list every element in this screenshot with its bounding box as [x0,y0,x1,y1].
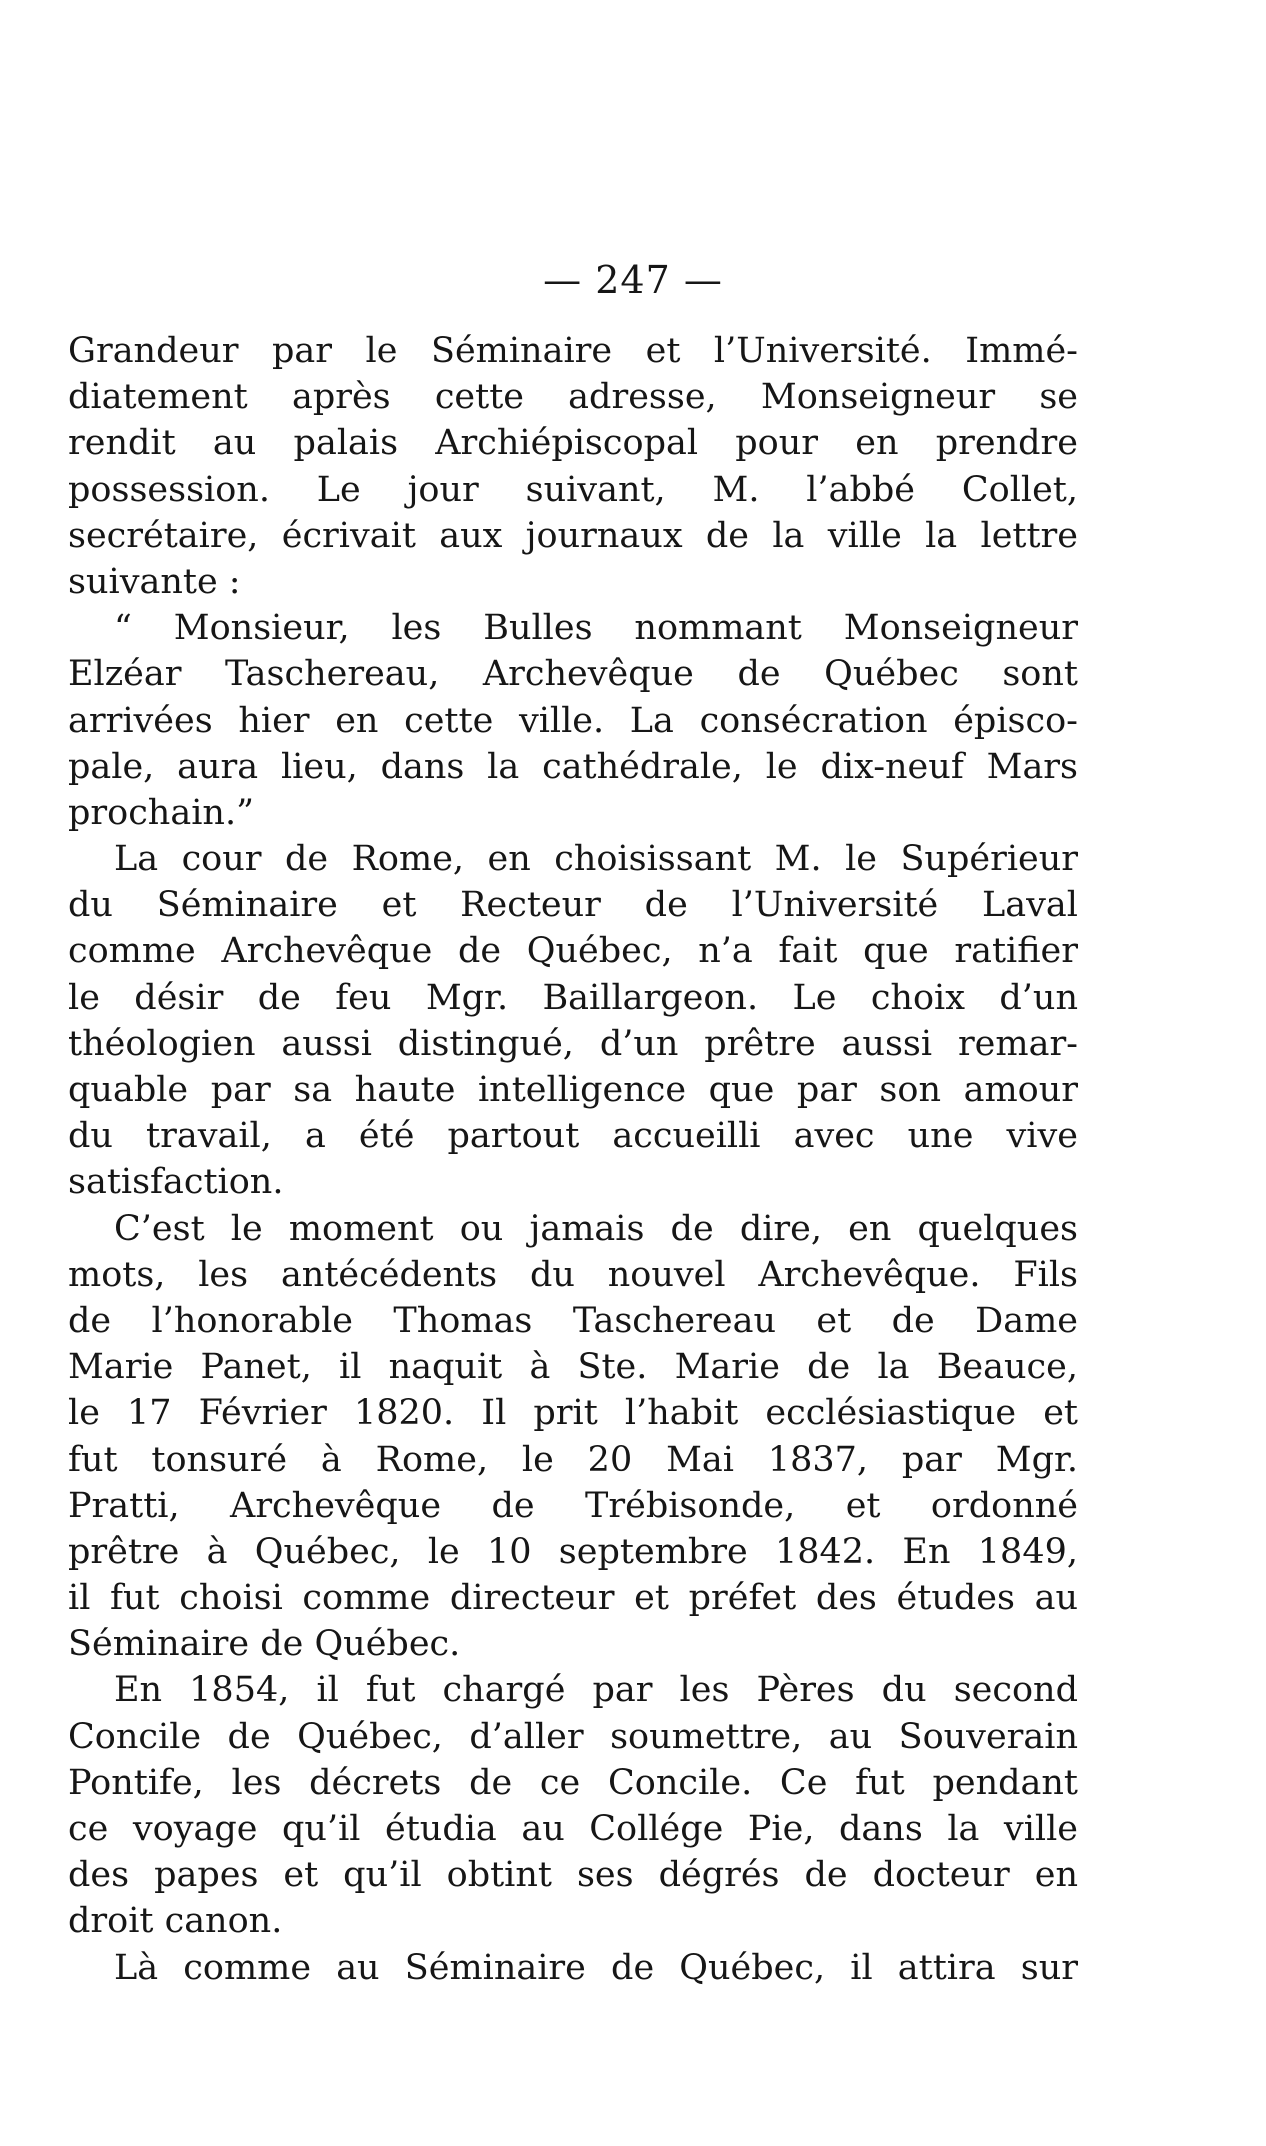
text-line: possession. Le jour suivant, M. l’abbé Collet, [68,469,1078,510]
text-line: comme Archevêque de Québec, n’a fait que ratifier [68,931,1078,972]
text-line: quable par sa haute intelligence que par son amour [68,1070,1078,1110]
text-line: Pontife, les décrets de ce Concile. Ce fut pendant [68,1762,1078,1803]
text-line: le 17 Février 1820. Il prit l’habit ecclésiastique et [68,1393,1078,1434]
text-line: ce voyage qu’il étudia au Collége Pie, dans la ville [68,1809,1078,1849]
text-line: prêtre à Québec, le 10 septembre 1842. En 1849, [68,1531,1078,1572]
text-line: suivante : [68,561,241,602]
text-line: Marie Panet, il naquit à Ste. Marie de la Beauce, [68,1347,1078,1388]
text-line: Là comme au Séminaire de Québec, il attira sur [114,1947,1078,1988]
text-line: Concile de Québec, d’aller soumettre, au Souverain [68,1716,1078,1757]
text-line: diatement après cette adresse, Monseigneur se [68,377,1078,418]
text-line: il fut choisi comme directeur et préfet des études au [68,1578,1078,1619]
text-line: C’est le moment ou jamais de dire, en quelques [114,1208,1078,1249]
text-line: du travail, a été partout accueilli avec une vive [68,1116,1078,1157]
text-line: mots, les antécédents du nouvel Archevêque. Fils [68,1254,1078,1295]
text-line: En 1854, il fut chargé par les Pères du second [114,1670,1078,1711]
body-text [68,328,1078,1991]
text-line: secrétaire, écrivait aux journaux de la ville la lettre [68,515,1078,556]
text-line: du Séminaire et Recteur de l’Université Laval [68,885,1078,926]
text-line: prochain.” [68,792,254,833]
text-line: pale, aura lieu, dans la cathédrale, le dix-neuf Mars [68,746,1078,787]
text-line: rendit au palais Archiépiscopal pour en prendre [68,423,1078,464]
text-line: Grandeur par le Séminaire et l’Université. Immé- [68,331,1078,371]
text-line: Elzéar Taschereau, Archevêque de Québec sont [68,654,1078,695]
text-line: La cour de Rome, en choisissant M. le Supérieur [114,839,1078,880]
text-line: des papes et qu’il obtint ses dégrés de docteur en [68,1855,1078,1896]
text-line: droit canon. [68,1901,283,1942]
text-line: théologien aussi distingué, d’un prêtre aussi remar- [68,1023,1078,1064]
text-line: satisfaction. [68,1162,284,1203]
text-line: arrivées hier en cette ville. La consécration épisco- [68,700,1078,741]
text-line: le désir de feu Mgr. Baillargeon. Le choix d’un [68,977,1078,1018]
text-line: Séminaire de Québec. [68,1624,461,1665]
text-line: fut tonsuré à Rome, le 20 Mai 1837, par Mgr. [68,1439,1078,1480]
page-number: — 247 — [543,258,723,302]
text-line: “ Monsieur, les Bulles nommant Monseigneur [114,608,1078,649]
text-line: Pratti, Archevêque de Trébisonde, et ordonné [68,1485,1078,1526]
text-line: de l’honorable Thomas Taschereau et de Dame [68,1300,1078,1341]
